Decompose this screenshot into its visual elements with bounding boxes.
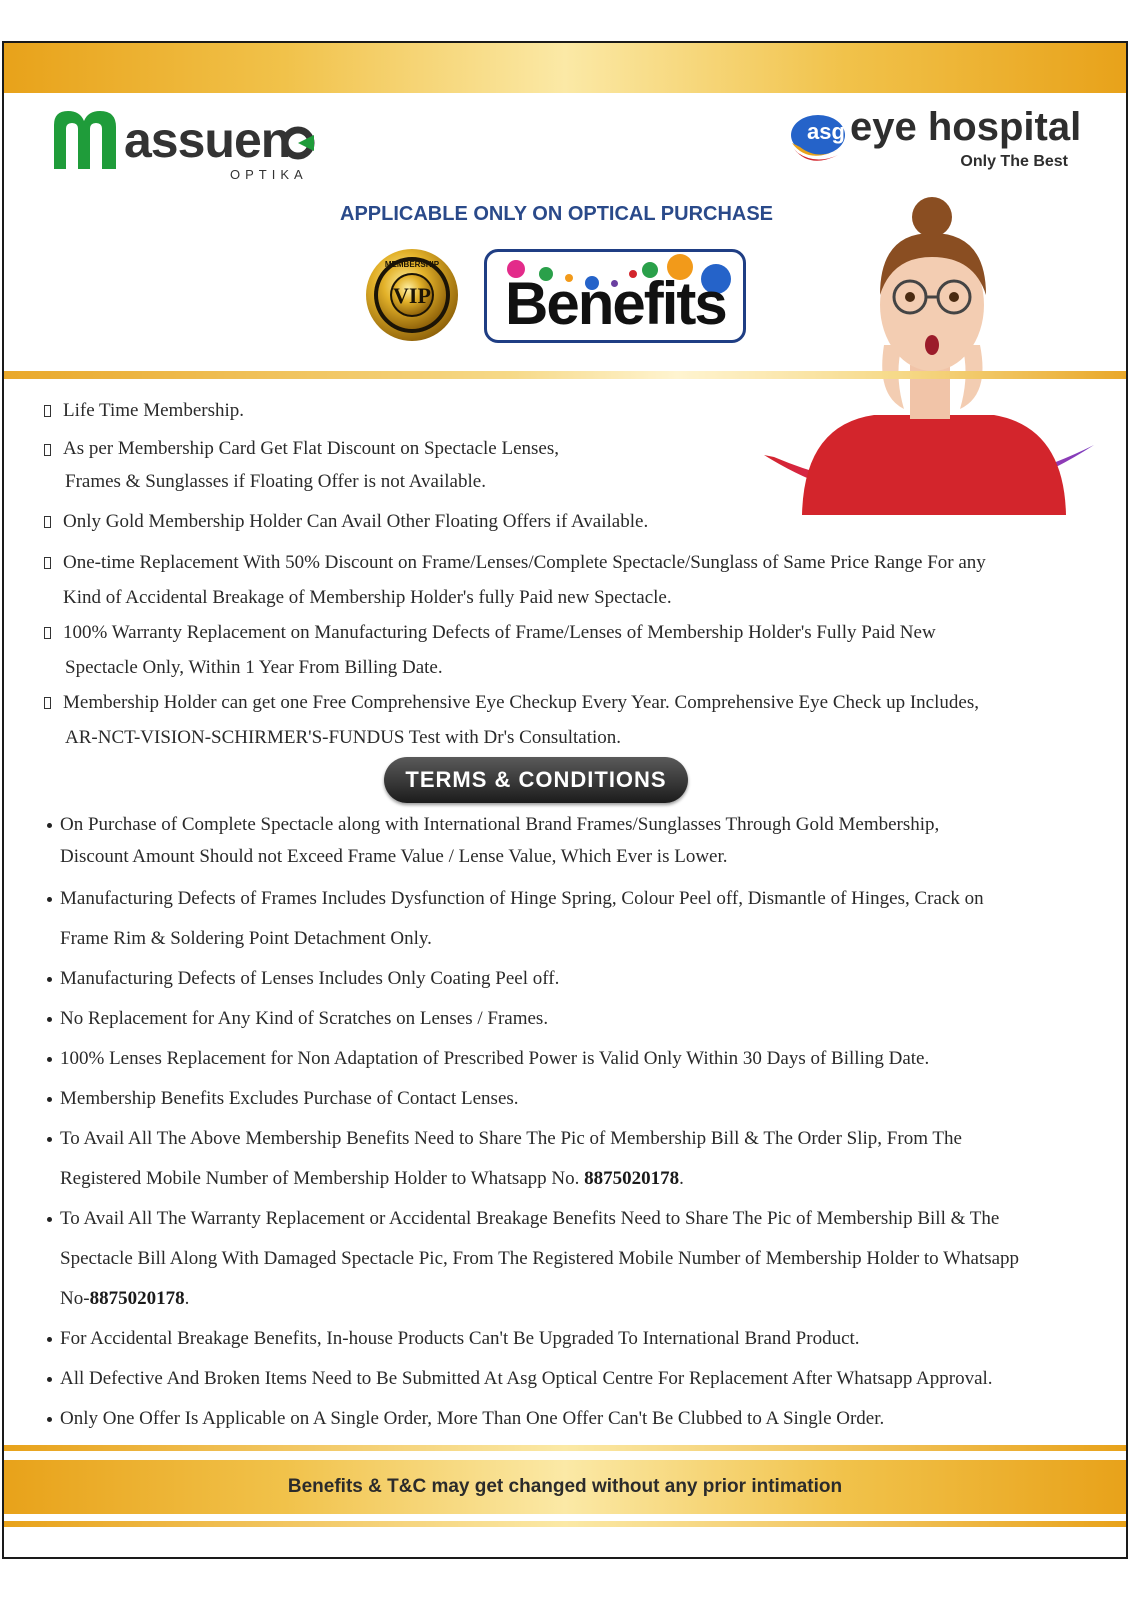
bullet-box-icon [44, 516, 51, 528]
benefit-item: 100% Warranty Replacement on Manufacturing Defects of Frame/Lenses of Membership Holder's Fully Paid New Spectacle Only, Within 1 Year From Billing Date. [44, 615, 1104, 685]
terms-item: Membership Benefits Excludes Purchase of Contact Lenses. [44, 1079, 1104, 1119]
terms-item: On Purchase of Complete Spectacle along with International Brand Frames/Sunglasses Through Gold Membership, Discount Amount Should not Exceed Frame Value / Lense Value, Which Ever is Lower. [44, 809, 1104, 873]
bullet-box-icon [44, 627, 51, 639]
flyer [2, 41, 1128, 1559]
benefits-title: Benefits [505, 270, 726, 337]
massueno-logo-mark-icon [50, 107, 122, 173]
benefit-item: Membership Holder can get one Free Comprehensive Eye Checkup Every Year. Comprehensive Eye Check up Includes, AR-NCT-VISION-SCHIRMER'S-FUNDUS Test with Dr's Consultation. [44, 685, 1104, 755]
eye-hospital-title: eye hospital [850, 105, 1082, 149]
bullet-box-icon [44, 697, 51, 709]
massueno-wordmark: assuen [124, 112, 291, 168]
asg-mark-text: asg [807, 119, 845, 144]
applicable-headline: APPLICABLE ONLY ON OPTICAL PURCHASE [340, 203, 774, 225]
massueno-o-icon [280, 125, 316, 161]
massueno-subtitle: OPTIKA [230, 167, 308, 182]
gold-divider [4, 371, 1126, 379]
asg-eye-hospital-logo [788, 105, 1088, 185]
benefits-list [44, 393, 1104, 755]
terms-list [44, 809, 1104, 1439]
benefit-item: As per Membership Card Get Flat Discount on Spectacle Lenses, Frames & Sunglasses if Floating Offer is not Available. [44, 432, 1104, 498]
bullet-box-icon [44, 444, 51, 456]
vip-seal-ring: MEMBERSHIP [384, 260, 440, 269]
massueno-logo [50, 107, 320, 187]
footer-note: Benefits & T&C may get changed without any prior intimation [287, 1476, 843, 1497]
terms-item: All Defective And Broken Items Need to Be Submitted At Asg Optical Centre For Replacement After Whatsapp Approval. [44, 1359, 1104, 1399]
terms-heading: TERMS & CONDITIONS [384, 757, 688, 803]
footer-line-bottom [4, 1521, 1126, 1527]
footer-line-top [4, 1445, 1126, 1451]
terms-item: Manufacturing Defects of Lenses Includes Only Coating Peel off. [44, 959, 1104, 999]
benefit-item: One-time Replacement With 50% Discount on Frame/Lenses/Complete Spectacle/Sunglass of Same Price Range For any Kind of Accidental Breakage of Membership Holder's fully Paid new Spectacle. [44, 545, 1104, 615]
terms-item: For Accidental Breakage Benefits, In-house Products Can't Be Upgraded To International Brand Product. [44, 1319, 1104, 1359]
vip-seal-icon [364, 247, 460, 343]
vip-seal-center: VIP [393, 283, 431, 308]
terms-item: 100% Lenses Replacement for Non Adaptation of Prescribed Power is Valid Only Within 30 Days of Billing Date. [44, 1039, 1104, 1079]
eye-hospital-tagline: Only The Best [960, 153, 1068, 170]
whatsapp-number: 8875020178 [584, 1168, 680, 1189]
footer-band [4, 1460, 1126, 1514]
benefit-item: Only Gold Membership Holder Can Avail Other Floating Offers if Available. [44, 504, 1104, 539]
terms-item: To Avail All The Above Membership Benefits Need to Share The Pic of Membership Bill & The Order Slip, From The Registered Mobile Number of Membership Holder to Whatsapp No. 8875020178. [44, 1119, 1104, 1199]
bullet-box-icon [44, 405, 51, 417]
bullet-box-icon [44, 557, 51, 569]
benefit-item: Life Time Membership. [44, 393, 1104, 428]
terms-item: To Avail All The Warranty Replacement or Accidental Breakage Benefits Need to Share The Pic of Membership Bill & The Spectacle Bill Along With Damaged Spectacle Pic, From The Registered Mobile Number of Membership Holder to Whatsapp No-8875020178. [44, 1199, 1104, 1319]
terms-item: No Replacement for Any Kind of Scratches on Lenses / Frames. [44, 999, 1104, 1039]
terms-item: Manufacturing Defects of Frames Includes Dysfunction of Hinge Spring, Colour Peel off, Dismantle of Hinges, Crack on Frame Rim & Soldering Point Detachment Only. [44, 879, 1104, 959]
terms-item: Only One Offer Is Applicable on A Single Order, More Than One Offer Can't Be Clubbed to A Single Order. [44, 1399, 1104, 1439]
top-gold-band [4, 43, 1126, 93]
benefits-badge [484, 249, 746, 343]
whatsapp-number: 8875020178 [89, 1288, 185, 1309]
